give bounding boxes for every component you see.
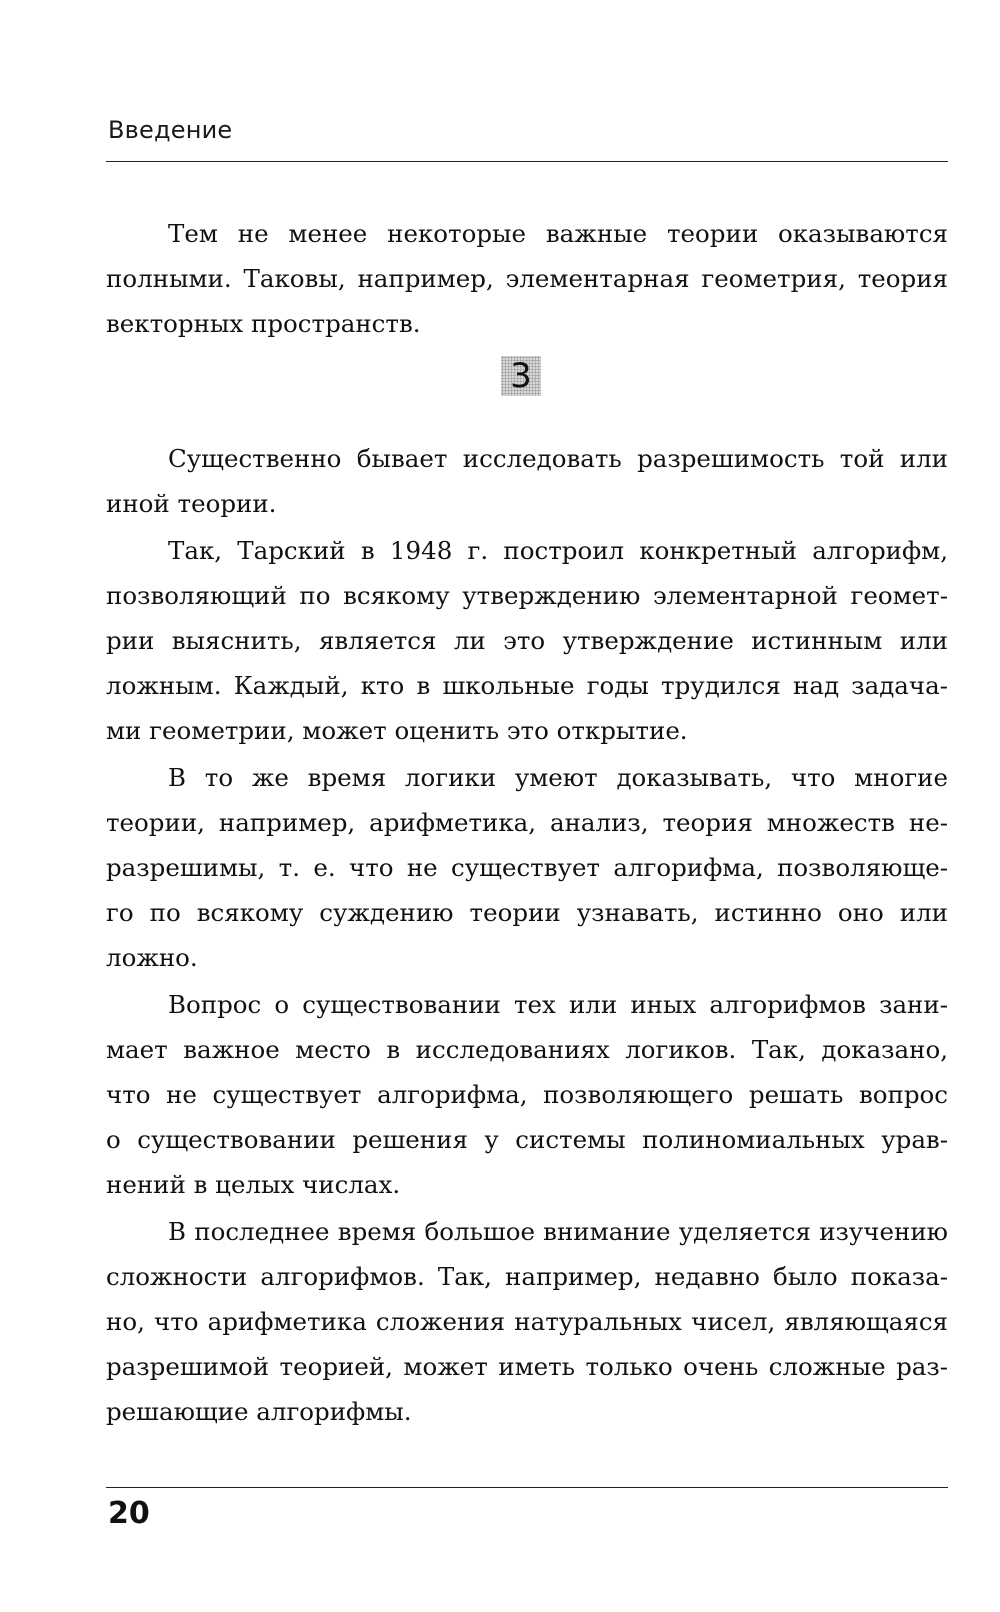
text-line: Существенно бывает исследовать разрешимость той или <box>168 444 948 473</box>
text-line: разрешимой теорией, может иметь только очень сложные раз- <box>106 1352 948 1381</box>
page-number: 20 <box>108 1496 150 1531</box>
text-line: ложно. <box>106 943 198 972</box>
text-line: сложности алгорифмов. Так, например, недавно было показа- <box>106 1262 948 1291</box>
text-line: иной теории. <box>106 489 277 518</box>
text-line: рии выяснить, является ли это утверждение истинным или <box>106 626 948 655</box>
text-line: го по всякому суждению теории узнавать, истинно оно или <box>106 898 948 927</box>
text-line: В последнее время большое внимание уделяется изучению <box>168 1217 948 1246</box>
text-line: теории, например, арифметика, анализ, теория множеств не- <box>106 808 948 837</box>
text-line: Так, Тарский в 1948 г. построил конкретный алгорифм, <box>168 536 948 565</box>
text-line: позволяющий по всякому утверждению элементарной геомет- <box>106 581 948 610</box>
section-number: 3 <box>501 356 541 396</box>
paragraph <box>106 528 948 753</box>
header-rule <box>106 161 948 162</box>
running-head: Введение <box>108 116 233 144</box>
text-line: нений в целых числах. <box>106 1170 401 1199</box>
text-line: о существовании решения у системы полиномиальных урав- <box>106 1125 948 1154</box>
paragraph <box>106 755 948 980</box>
body-text <box>106 211 948 1434</box>
text-line: что не существует алгорифма, позволяющего решать вопрос <box>106 1080 948 1109</box>
text-line: полными. Таковы, например, элементарная геометрия, теория <box>106 264 948 293</box>
text-line: Тем не менее некоторые важные теории оказываются <box>168 219 948 248</box>
paragraph <box>106 1209 948 1434</box>
text-line: мает важное место в исследованиях логиков. Так, доказано, <box>106 1035 948 1064</box>
text-line: В то же время логики умеют доказывать, что многие <box>168 763 948 792</box>
text-line: но, что арифметика сложения натуральных чисел, являющаяся <box>106 1307 948 1336</box>
text-line: векторных пространств. <box>106 309 421 338</box>
text-line: решающие алгорифмы. <box>106 1397 412 1426</box>
text-line: ми геометрии, может оценить это открытие. <box>106 716 688 745</box>
paragraph <box>106 211 948 346</box>
text-line: ложным. Каждый, кто в школьные годы трудился над задача- <box>106 671 948 700</box>
text-line: разрешимы, т. е. что не существует алгорифма, позволяюще- <box>106 853 948 882</box>
footer-rule <box>106 1487 948 1488</box>
paragraph <box>106 436 948 526</box>
section-marker <box>106 346 948 436</box>
text-line: Вопрос о существовании тех или иных алгорифмов зани- <box>168 990 948 1019</box>
paragraph <box>106 982 948 1207</box>
